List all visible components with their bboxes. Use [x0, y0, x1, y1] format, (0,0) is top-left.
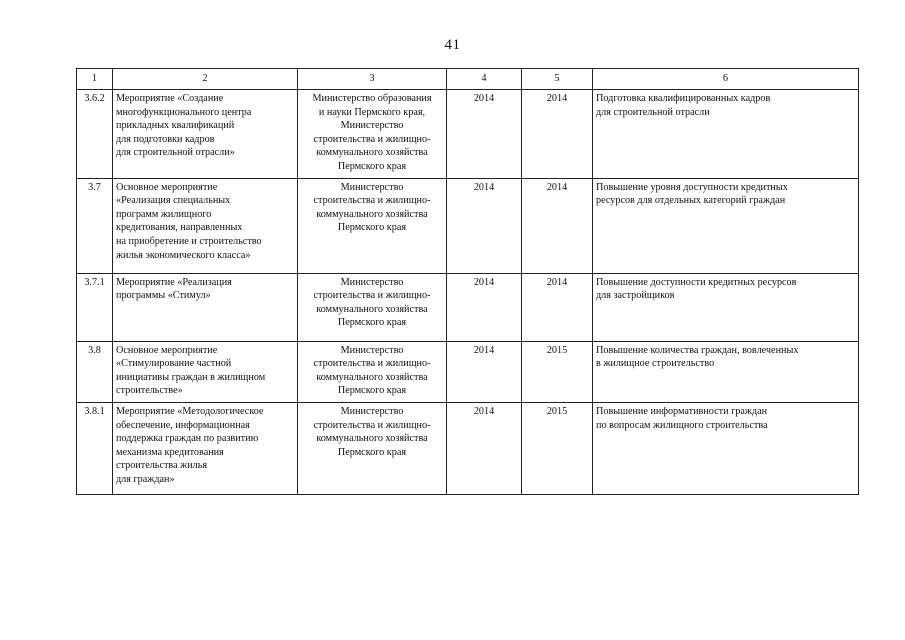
- executor-line: Министерство: [340, 405, 404, 417]
- measure-name-line: обеспечение, информационная: [116, 419, 250, 431]
- measure-name-cell: [113, 341, 298, 402]
- table-row: [77, 402, 859, 494]
- executor-line: коммунального хозяйства: [316, 371, 428, 383]
- executor-cell: [298, 178, 447, 273]
- result-line: Подготовка квалифицированных кадров: [596, 93, 771, 104]
- start-year-cell: 2014: [447, 178, 522, 273]
- executor-line: строительства и жилищно-: [313, 419, 431, 431]
- measure-name-line: для строительной отрасли»: [116, 147, 235, 159]
- measure-name-line: Основное мероприятие: [116, 344, 218, 356]
- executor-cell: [298, 341, 447, 402]
- result-line: по вопросам жилищного строительства: [596, 419, 768, 431]
- measure-name-line: кредитования, направленных: [116, 222, 243, 234]
- table-row: [77, 178, 859, 273]
- measure-name-line: «Реализация специальных: [116, 195, 231, 207]
- executor-line: Пермского края: [337, 222, 407, 234]
- measure-name-cell: [113, 273, 298, 341]
- executor-line: строительства и жилищно-: [313, 195, 431, 207]
- table-header-row: [77, 69, 859, 90]
- measure-name-line: Мероприятие «Методологическое: [116, 405, 264, 417]
- start-year-cell: 2014: [447, 273, 522, 341]
- executor-line: коммунального хозяйства: [316, 147, 428, 159]
- column-header-1: 1: [77, 69, 113, 90]
- measure-name-line: многофункционального центра: [116, 106, 252, 118]
- result-line: для застройщиков: [596, 290, 675, 302]
- result-cell: [593, 273, 859, 341]
- result-line: в жилищное строительство: [596, 358, 715, 370]
- result-line: Повышение уровня доступности кредитных: [596, 181, 788, 193]
- end-year-cell: 2015: [522, 402, 593, 494]
- column-header-6: 6: [593, 69, 859, 90]
- measure-name-cell: [113, 178, 298, 273]
- result-line: Повышение информативности граждан: [596, 405, 768, 417]
- table-row: [77, 273, 859, 341]
- executor-line: Пермского края: [337, 446, 407, 458]
- start-year-cell: 2014: [447, 402, 522, 494]
- measure-name-line: на приобретение и строительство: [116, 235, 262, 247]
- measure-name-line: «Стимулирование частной: [116, 358, 232, 370]
- result-line: ресурсов для отдельных категорий граждан: [596, 195, 786, 207]
- column-header-3: 3: [298, 69, 447, 90]
- table-row: [77, 90, 859, 179]
- measure-name-line: программы «Стимул»: [116, 290, 211, 302]
- measure-name-line: прикладных квалификаций: [116, 120, 235, 132]
- measure-name-line: строительства жилья: [116, 460, 208, 472]
- column-header-5: 5: [522, 69, 593, 90]
- start-year-cell: 2014: [447, 90, 522, 179]
- end-year-cell: 2015: [522, 341, 593, 402]
- end-year-cell: 2014: [522, 90, 593, 179]
- executor-line: строительства и жилищно-: [313, 358, 431, 370]
- end-year-cell: 2014: [522, 178, 593, 273]
- executor-line: Пермского края: [337, 385, 407, 397]
- executor-line: Министерство: [340, 181, 404, 193]
- measure-name-line: жилья экономического класса»: [116, 249, 251, 261]
- executor-line: коммунального хозяйства: [316, 208, 428, 220]
- column-header-4: 4: [447, 69, 522, 90]
- result-line: Повышение доступности кредитных ресурсов: [596, 276, 797, 288]
- executor-line: Министерство: [340, 120, 404, 132]
- start-year-cell: 2014: [447, 341, 522, 402]
- result-line: для строительной отрасли: [596, 106, 710, 118]
- result-cell: [593, 402, 859, 494]
- measure-name-line: поддержка граждан по развитию: [116, 433, 259, 445]
- executor-cell: [298, 402, 447, 494]
- row-number-cell: 3.6.2: [77, 90, 113, 179]
- executor-line: коммунального хозяйства: [316, 433, 428, 445]
- executor-line: строительства и жилищно-: [313, 290, 431, 302]
- measure-name-line: для граждан»: [116, 473, 175, 485]
- executor-line: и науки Пермского края,: [318, 106, 426, 118]
- result-cell: [593, 341, 859, 402]
- row-number-cell: 3.7.1: [77, 273, 113, 341]
- measures-table: [76, 68, 859, 495]
- row-number-cell: 3.8: [77, 341, 113, 402]
- measure-name-line: инициативы граждан в жилищном: [116, 371, 266, 383]
- measure-name-line: механизма кредитования: [116, 446, 224, 458]
- result-cell: [593, 90, 859, 179]
- measure-name-line: Мероприятие «Создание: [116, 93, 224, 104]
- table-row: [77, 341, 859, 402]
- executor-line: строительства и жилищно-: [313, 133, 431, 145]
- column-header-2: 2: [113, 69, 298, 90]
- measure-name-cell: [113, 402, 298, 494]
- executor-line: Пермского края: [337, 317, 407, 329]
- row-number-cell: 3.8.1: [77, 402, 113, 494]
- measure-name-line: Основное мероприятие: [116, 181, 218, 193]
- executor-line: Пермского края: [337, 160, 407, 172]
- measure-name-line: строительстве»: [116, 385, 183, 397]
- measure-name-cell: [113, 90, 298, 179]
- executor-cell: [298, 273, 447, 341]
- page-number: 41: [444, 37, 461, 53]
- end-year-cell: 2014: [522, 273, 593, 341]
- executor-line: Министерство образования: [312, 93, 432, 104]
- executor-line: Министерство: [340, 344, 404, 356]
- measure-name-line: для подготовки кадров: [116, 133, 215, 145]
- measure-name-line: программ жилищного: [116, 208, 212, 220]
- executor-cell: [298, 90, 447, 179]
- result-line: Повышение количества граждан, вовлеченных: [596, 344, 799, 356]
- row-number-cell: 3.7: [77, 178, 113, 273]
- result-cell: [593, 178, 859, 273]
- executor-line: Министерство: [340, 276, 404, 288]
- executor-line: коммунального хозяйства: [316, 303, 428, 315]
- measure-name-line: Мероприятие «Реализация: [116, 276, 232, 288]
